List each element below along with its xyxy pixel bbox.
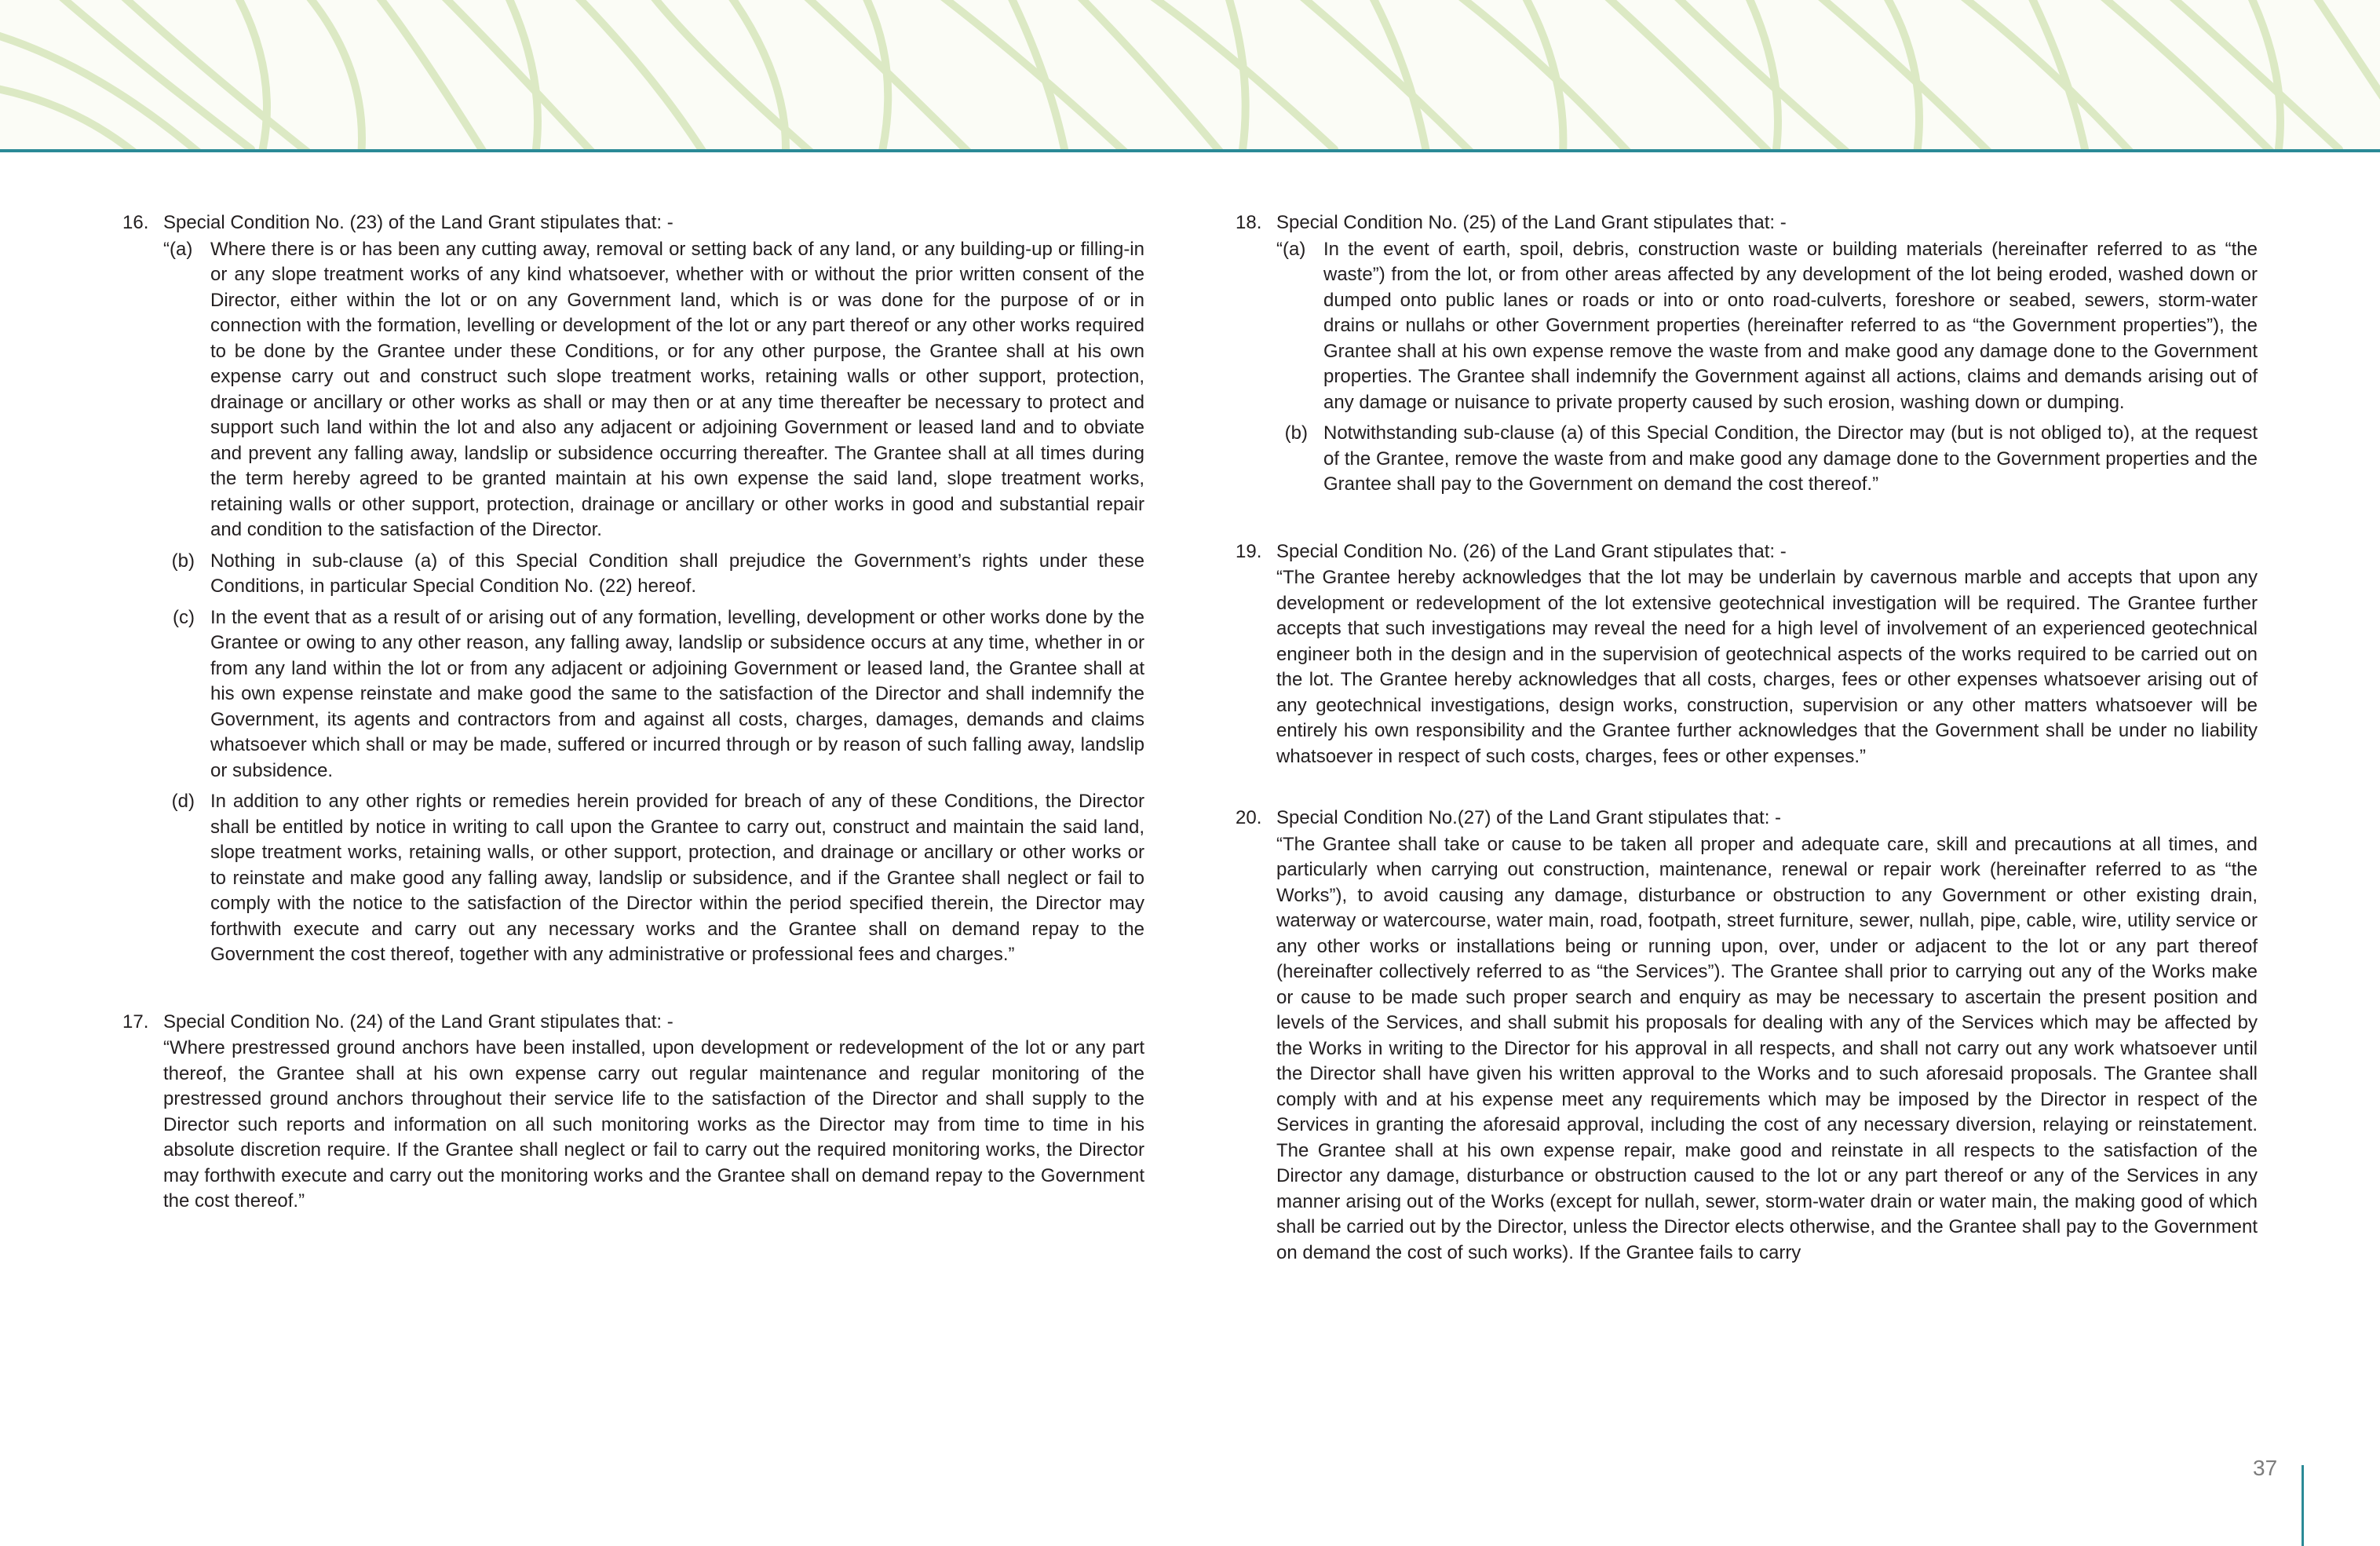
sub-clause-text: In addition to any other rights or remedies herein provided for breach of any of these Conditions, the Director shall be entitled by notice in writing to call upon the Grantee to carry out, construct and maintain the said land, slope treatment works, retaining walls, or other support, protection, and drainage or ancillary or other works or to reinstate and make good any falling away, landslip or subsidence, and if the Grantee shall neglect or fail to comply with the notice to the satisfaction of the Director within the period specified therein, the Director may forthwith execute and carry out any necessary works and the Grantee shall on demand repay to the Government the cost thereof, together with any administrative or professional fees and charges.” <box>210 791 1144 965</box>
sub-clause-b <box>1276 421 2258 503</box>
left-column <box>122 210 1144 1251</box>
sub-clause-a <box>163 237 1144 549</box>
sub-clause-text: Where there is or has been any cutting away, removal or setting back of any land, or any building-up or filling-in or any slope treatment works of any kind whatsoever, whether with or without the prior written consent of the Director, either within the lot or on any Government land, which is or was done for the purpose of or in connection with the formation, levelling or development of the lot or any part thereof or any other works required to be done by the Grantee under these Conditions, or for any other purpose, the Grantee shall at his own expense carry out and construct such slope treatment works, retaining walls or other support, protection, drainage or ancillary or other works as shall or may then or at any time thereafter be necessary to protect and support such land within the lot and also any adjacent or adjoining Government or leased land and to obviate and prevent any falling away, landslip or subsidence occurring thereafter. The Grantee shall at all times during the term hereby agreed to be granted maintain at his own expense the said land, slope treatment works, retaining walls or other support, protection, drainage or ancillary or other works in good and substantial repair and condition to the satisfaction of the Director. <box>210 238 1144 540</box>
sub-clause-text: In the event that as a result of or arising out of any formation, levelling, development or other works done by the Grantee or owing to any other reason, any falling away, landslip or subsidence occurs at any time, whether in or from any land within the lot or from any adjacent or adjoining Government or leased land, the Grantee shall at his own expense reinstate and make good the same to the satisfaction of the Director and shall indemnify the Government, its agents and contractors from and against all costs, charges, damages, demands and claims whatsoever which shall or may be made, suffered or incurred through or by reason of such falling away, landslip or subsidence. <box>210 606 1144 781</box>
sub-clause-label: (c) <box>173 606 195 628</box>
clause-19 <box>1236 539 2258 770</box>
clause-heading <box>122 1010 1144 1036</box>
clause-number: 19. <box>1236 540 1262 562</box>
right-column <box>1236 210 2258 1302</box>
sub-clause-text: Notwithstanding sub-clause (a) of this Special Condition, the Director may (but is not obliged to), at the request of the Grantee, remove the waste from and make good any damage done to the Government properties and the Grantee shall pay to the Government on demand the cost thereof.” <box>1323 422 2258 495</box>
clause-18 <box>1236 210 2258 503</box>
clause-heading <box>122 210 1144 236</box>
sub-clause-label: “(a) <box>1276 238 1306 260</box>
clause-heading <box>1236 210 2258 236</box>
sub-clause-c <box>163 605 1144 790</box>
clause-number: 16. <box>122 212 149 233</box>
clause-number: 17. <box>122 1011 149 1032</box>
clause-title: Special Condition No. (24) of the Land Grant stipulates that: - <box>163 1011 673 1032</box>
header-banner <box>0 0 2380 149</box>
sub-clause-label: (b) <box>171 550 195 572</box>
clause-title: Special Condition No.(27) of the Land Grant stipulates that: - <box>1276 807 1782 828</box>
clause-16 <box>122 210 1144 974</box>
clause-paragraph: “Where prestressed ground anchors have been installed, upon development or redevelopment of the lot or any part thereof, the Grantee shall at his own expense carry out regular maintenance and regular monitoring of the prestressed ground anchors throughout their service life to the satisfaction of the Director and shall supply to the Director such reports and information on all such monitoring works as the Director may from time to time in his absolute discretion require. If the Grantee shall neglect or fail to carry out the required monitoring works, the Director may forthwith execute and carry out the monitoring works and the Grantee shall on demand repay to the Government the cost thereof.” <box>163 1037 1144 1212</box>
sub-clause-label: (d) <box>171 791 195 812</box>
clause-title: Special Condition No. (23) of the Land Grant stipulates that: - <box>163 212 673 233</box>
sub-clause-a <box>1276 237 2258 422</box>
clause-paragraph: “The Grantee hereby acknowledges that the lot may be underlain by cavernous marble and accepts that upon any development or redevelopment of the lot extensive geotechnical investigation will be required. The Grantee further accepts that such investigations may reveal the need for a high level of involvement of an experienced geotechnical engineer both in the design and in the supervision of geotechnical aspects of the works required to be carried out on the lot. The Grantee hereby acknowledges that all costs, charges, fees or other expenses whatsoever arising out of any geotechnical investigations, design works, construction, supervision or any other matters whatsoever will be entirely his own responsibility and the Grantee further acknowledges that the Government shall be under no liability whatsoever in respect of such costs, charges, fees or other expenses.” <box>1276 567 2258 767</box>
sub-clause-d <box>163 789 1144 974</box>
clause-paragraph: “The Grantee shall take or cause to be taken all proper and adequate care, skill and precautions at all times, and particularly when carrying out construction, maintenance, renewal or repair work (hereinafter referred to as “the Works”), to avoid causing any damage, disturbance or obstruction to any Government or other existing drain, waterway or watercourse, water main, road, footpath, street furniture, sewer, nullah, pipe, cable, wire, utility service or any other works or installations being or running upon, over, under or adjacent to the lot or any part thereof (hereinafter collectively referred to as “the Services”). The Grantee shall prior to carrying out any of the Works make or cause to be made such proper search and enquiry as may be necessary to ascertain the present position and levels of the Services, and shall submit his proposals for dealing with any of the Services which may be affected by the Works in writing to the Director for his approval in all respects, and shall not carry out any work whatsoever until the Director shall have given his written approval to the Works and to such aforesaid proposals. The Grantee shall comply with and at his expense meet any requirements which may be imposed by the Director in respect of the Services in granting the aforesaid approval, including the cost of any necessary diversion, relaying or reinstatement. The Grantee shall at his own expense repair, make good and reinstate in all respects to the satisfaction of the Director any damage, disturbance or obstruction caused to the lot or any part thereof or any of the Services in any manner arising out of the Works (except for nullah, sewer, storm-water drain or water main, the making good of which shall be carried out by the Director, unless the Director elects otherwise, and the Grantee shall pay to the Government on demand the cost of such works). If the Grantee fails to carry <box>1276 833 2258 1263</box>
leaf-pattern-icon <box>0 0 2380 149</box>
header-rule <box>0 149 2380 152</box>
sub-clause-text: In the event of earth, spoil, debris, construction waste or building materials (hereinafter referred to as “the waste”) from the lot, or from other areas affected by any development of the lot being eroded, washed down or dumped onto public lanes or roads or into or onto road-culverts, foreshore or seabed, sewers, storm-water drains or nullahs or other Government properties (hereinafter referred to as “the Government properties”), the Grantee shall at his own expense remove the waste from and make good any damage done to the Government properties. The Grantee shall indemnify the Government against all actions, claims and demands arising out of any damage or nuisance to private property caused by such erosion, washing down or dumping. <box>1323 238 2258 413</box>
clause-heading <box>1236 539 2258 565</box>
sub-clause-label: “(a) <box>163 238 193 260</box>
sub-clause-label: (b) <box>1284 422 1308 444</box>
clause-17 <box>122 1010 1144 1215</box>
clause-title: Special Condition No. (26) of the Land Grant stipulates that: - <box>1276 540 1787 562</box>
clause-heading <box>1236 806 2258 831</box>
clause-number: 18. <box>1236 212 1262 233</box>
clause-20 <box>1236 806 2258 1266</box>
clause-title: Special Condition No. (25) of the Land Grant stipulates that: - <box>1276 212 1787 233</box>
sub-clause-b <box>163 549 1144 605</box>
sub-clause-text: Nothing in sub-clause (a) of this Special Condition shall prejudice the Government’s rights under these Conditions, in particular Special Condition No. (22) hereof. <box>210 550 1144 597</box>
page-number: 37 <box>2253 1456 2278 1480</box>
clause-number: 20. <box>1236 807 1262 828</box>
page-number-rule <box>2302 1465 2304 1546</box>
